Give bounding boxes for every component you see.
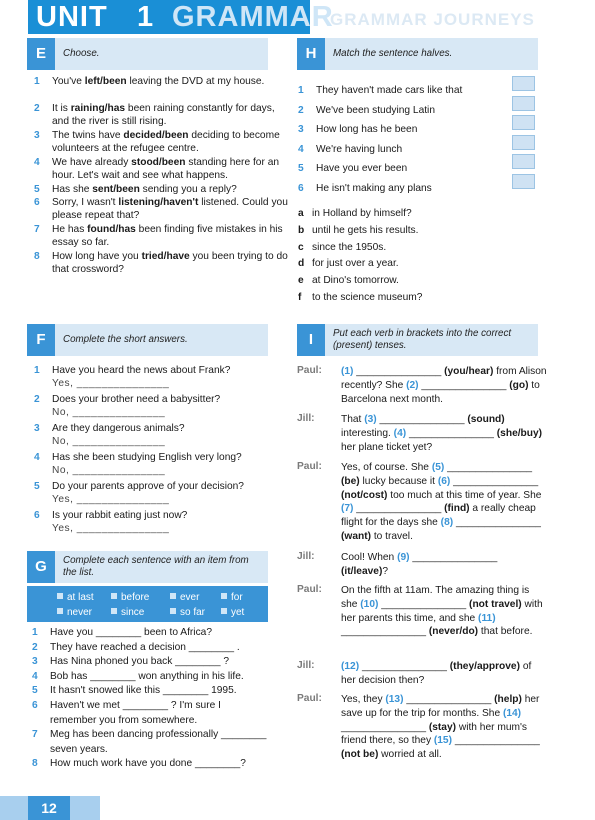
- dialogue-text: Yes, they (13) _______________ (help) her save up for the trip for months. She (14) _______________ (stay) with her mum's friend there, so they (15) _______________ (not be) worried at all.: [341, 694, 540, 761]
- item-number: 5: [298, 163, 304, 175]
- sentence-ending: [298, 225, 528, 242]
- question-text: Are they dangerous animals?: [52, 423, 185, 434]
- exercise-item: [32, 626, 270, 641]
- item-text: You've left/been leaving the DVD at my house.: [52, 76, 265, 87]
- section-i-header: [297, 324, 538, 356]
- speaker-label: Jill:: [297, 660, 315, 671]
- exercise-item: [32, 757, 270, 772]
- section-e-header: [27, 38, 268, 70]
- item-text: He has found/has been finding five mistakes in his essay so far.: [52, 224, 283, 248]
- item-text: It hasn't snowed like this ________ 1995.: [50, 685, 237, 697]
- exercise-item: [34, 197, 288, 222]
- speaker-label: Paul:: [297, 365, 322, 376]
- section-f-header: [27, 324, 268, 356]
- exercise-item: [34, 76, 288, 89]
- answer-blank[interactable]: No, _______________: [52, 435, 166, 447]
- exercise-item: [34, 452, 270, 477]
- item-text: at Dino's tomorrow.: [312, 275, 399, 287]
- answer-boxes: [512, 76, 535, 194]
- exercise-item: [34, 423, 270, 448]
- item-text: since the 1950s.: [312, 241, 387, 253]
- item-number: 1: [34, 365, 40, 376]
- item-number: 2: [298, 104, 304, 116]
- answer-box[interactable]: [512, 135, 535, 150]
- answer-blank[interactable]: Yes, _______________: [52, 377, 170, 389]
- unit-header: [0, 0, 595, 34]
- exercise-item: [32, 699, 270, 728]
- item-text: The twins have decided/been deciding to become volunteers at the refugee centre.: [52, 130, 280, 154]
- sentence-half: [298, 81, 508, 101]
- dialogue-text: That (3) _______________ (sound) interesting. (4) _______________ (she/buy) her plane ticket yet?: [341, 414, 543, 453]
- item-number: 6: [34, 197, 40, 208]
- item-number: 8: [34, 251, 40, 262]
- exercise-item: [32, 728, 270, 757]
- exercise-item: [32, 670, 270, 685]
- section-letter: H: [297, 38, 325, 70]
- word-item: at last: [57, 592, 94, 604]
- speaker-label: Jill:: [297, 551, 315, 562]
- item-number: 3: [32, 656, 38, 668]
- item-letter: f: [298, 291, 302, 303]
- item-number: 5: [34, 184, 40, 195]
- exercise-item: [34, 394, 270, 419]
- answer-box[interactable]: [512, 96, 535, 111]
- item-text: We've been studying Latin: [316, 104, 435, 116]
- dialogue-text: Cool! When (9) _______________ (it/leave)?: [341, 552, 498, 577]
- unit-number: 1: [137, 1, 154, 33]
- section-letter: G: [27, 551, 55, 583]
- word-item: yet: [221, 607, 244, 619]
- sentence-half: [298, 179, 508, 199]
- item-number: 4: [34, 452, 40, 463]
- speaker-label: Paul:: [297, 461, 322, 472]
- section-g-header: [27, 551, 268, 583]
- sentence-half: [298, 120, 508, 140]
- item-letter: d: [298, 258, 305, 270]
- word-item: since: [111, 607, 144, 619]
- item-number: 5: [34, 481, 40, 492]
- item-number: 6: [298, 182, 304, 194]
- exercise-item: [34, 510, 270, 535]
- section-instruction: Choose.: [63, 48, 100, 59]
- item-text: They have reached a decision ________ .: [50, 641, 240, 653]
- question-text: Have you heard the news about Frank?: [52, 365, 231, 376]
- sentence-half: [298, 159, 508, 179]
- question-text: Does your brother need a babysitter?: [52, 394, 221, 405]
- item-text: for just over a year.: [312, 258, 399, 270]
- sentence-ending: [298, 258, 528, 275]
- item-number: 6: [34, 510, 40, 521]
- item-text: Sorry, I wasn't listening/haven't listened. Could you please repeat that?: [52, 197, 288, 221]
- item-number: 4: [34, 157, 40, 168]
- item-number: 3: [34, 130, 40, 141]
- exercise-item: [34, 184, 288, 197]
- page-number: 12: [28, 796, 70, 820]
- sentence-ending: [298, 208, 528, 225]
- dialogue-text: (1) _______________ (you/hear) from Alison recently? She (2) _______________ (go) to Barcelona next month.: [341, 366, 547, 405]
- sentence-halves-list: [298, 81, 508, 199]
- section-letter: E: [27, 38, 55, 70]
- sentence-endings-list: [298, 208, 528, 309]
- exercise-item: [34, 130, 288, 155]
- section-letter: F: [27, 324, 55, 356]
- item-text: until he gets his results.: [312, 224, 419, 236]
- sentence-half: [298, 101, 508, 121]
- word-list-box: [27, 586, 268, 622]
- item-letter: c: [298, 241, 304, 253]
- item-number: 1: [32, 627, 38, 638]
- section-h-header: [297, 38, 538, 70]
- item-text: How long have you tried/have you been trying to do that crossword?: [52, 251, 288, 275]
- word-item: so far: [170, 607, 205, 619]
- word-item: never: [57, 607, 92, 619]
- exercise-item: [34, 224, 288, 249]
- item-text: Has she sent/been sending you a reply?: [52, 184, 237, 195]
- exercise-item: [34, 481, 270, 506]
- exercise-item: [32, 684, 270, 699]
- exercise-item: [34, 157, 288, 182]
- exercise-item: [32, 655, 270, 670]
- answer-box[interactable]: [512, 115, 535, 130]
- item-text: Have you ever been: [316, 163, 408, 175]
- exercise-item: [34, 365, 270, 390]
- exercise-item: [34, 251, 288, 276]
- item-text: It is raining/has been raining constantly for days, and the river is still rising.: [52, 103, 275, 127]
- item-letter: e: [298, 275, 304, 287]
- item-number: 2: [34, 103, 40, 114]
- word-item: ever: [170, 592, 199, 604]
- speaker-label: Jill:: [297, 413, 315, 424]
- item-text: We have already stood/been standing here for an hour. Let's wait and see what happens.: [52, 157, 280, 181]
- dialogue-text: (12) _______________ (they/approve) of her decision then?: [341, 661, 532, 686]
- item-number: 5: [32, 685, 38, 697]
- section-instruction: Put each verb in brackets into the correct (present) tenses.: [333, 328, 512, 351]
- question-text: Is your rabbit eating just now?: [52, 510, 188, 521]
- item-number: 7: [34, 224, 40, 235]
- item-number: 3: [298, 124, 304, 136]
- sentence-ending: [298, 275, 528, 292]
- speaker-label: Paul:: [297, 693, 322, 704]
- section-instruction: Complete each sentence with an item from the list.: [63, 555, 249, 578]
- page-footer: [0, 796, 100, 820]
- item-number: 4: [32, 670, 38, 682]
- dialogue-text: On the fifth at 11am. The amazing thing is she (10) _______________ (not travel) with her parents this time, and she (11) _______________ (never/do) that before.: [341, 585, 543, 638]
- answer-box[interactable]: [512, 76, 535, 91]
- item-number: 6: [32, 699, 38, 711]
- exercise-f-list: [34, 365, 270, 539]
- section-letter: I: [297, 324, 325, 356]
- exercise-item: [34, 103, 288, 128]
- item-number: 2: [34, 394, 40, 405]
- answer-blank[interactable]: Yes, _______________: [52, 522, 170, 534]
- item-number: 1: [298, 85, 304, 96]
- answer-blank[interactable]: No, _______________: [52, 464, 166, 476]
- item-letter: b: [298, 224, 305, 236]
- answer-blank[interactable]: Yes, _______________: [52, 493, 170, 505]
- unit-label: UNIT: [36, 1, 108, 33]
- grammar-title: GRAMMAR: [172, 1, 334, 33]
- item-letter: a: [298, 208, 304, 219]
- question-text: Do your parents approve of your decision?: [52, 481, 244, 492]
- item-number: 2: [32, 641, 38, 653]
- item-text: Have you ________ been to Africa?: [50, 627, 212, 638]
- grammar-journeys-title: GRAMMAR JOURNEYS: [330, 10, 535, 29]
- item-text: Meg has been dancing professionally ________ seven years.: [50, 729, 267, 755]
- item-text: He isn't making any plans: [316, 182, 432, 194]
- item-number: 4: [298, 143, 304, 155]
- sentence-ending: [298, 242, 528, 259]
- dialogue-text: Yes, of course. She (5) _______________ (be) lucky because it (6) _______________ (not/cost) too much at this time of year. She (7) _______________ (find) a really cheap flight for the days she (8) _______________ (want) to travel.: [341, 462, 542, 542]
- sentence-ending: [298, 292, 528, 309]
- item-text: We're having lunch: [316, 143, 403, 155]
- section-instruction: Complete the short answers.: [63, 334, 188, 345]
- item-text: How much work have you done ________?: [50, 758, 246, 770]
- item-text: Haven't we met ________ ? I'm sure I remember you from somewhere.: [50, 699, 221, 726]
- speaker-label: Paul:: [297, 584, 322, 595]
- exercise-g-list: [32, 626, 270, 772]
- item-text: They haven't made cars like that: [316, 85, 463, 96]
- item-number: 3: [34, 423, 40, 434]
- sentence-half: [298, 140, 508, 160]
- section-instruction: Match the sentence halves.: [333, 48, 453, 59]
- item-text: to the science museum?: [312, 291, 423, 303]
- answer-box[interactable]: [512, 174, 535, 189]
- word-item: before: [111, 592, 149, 604]
- item-text: in Holland by himself?: [312, 208, 412, 219]
- item-text: How long has he been: [316, 124, 418, 136]
- word-item: for: [221, 592, 243, 604]
- question-text: Has she been studying English very long?: [52, 452, 242, 463]
- item-number: 1: [34, 76, 40, 87]
- item-number: 8: [32, 758, 38, 770]
- exercise-item: [32, 641, 270, 656]
- item-number: 7: [32, 729, 38, 741]
- answer-blank[interactable]: No, _______________: [52, 406, 166, 418]
- answer-box[interactable]: [512, 154, 535, 169]
- item-text: Bob has ________ won anything in his life.: [50, 670, 244, 682]
- item-text: Has Nina phoned you back ________ ?: [50, 656, 229, 668]
